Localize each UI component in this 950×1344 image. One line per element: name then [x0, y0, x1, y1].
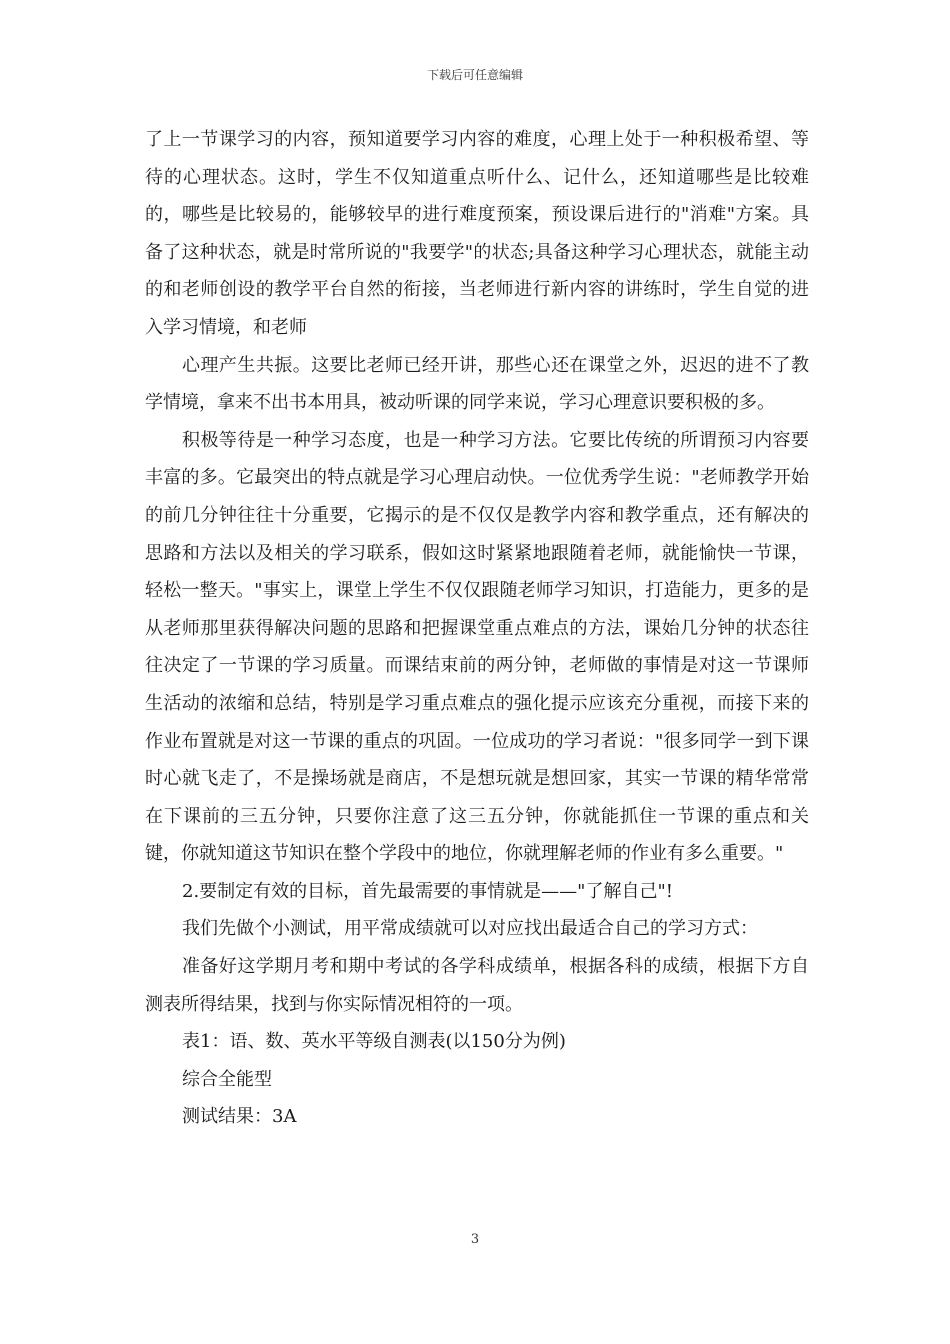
table-caption: 表1：语、数、英水平等级自测表(以150分为例)	[182, 1031, 566, 1053]
paragraph-6: 准备好这学期月考和期中考试的各学科成绩单，根据各科的成绩，根据下方自测表所得结果，找到与你实际情况相符的一项。	[145, 956, 809, 1015]
test-result: 测试结果：3A	[182, 1106, 297, 1128]
paragraph-3: 积极等待是一种学习态度，也是一种学习方法。它要比传统的所谓预习内容要丰富的多。它最突出的特点就是学习心理启动快。一位优秀学生说："老师教学开始的前几分钟往往十分重要，它揭示的是不仅仅是教学内容和教学重点，还有解决的思路和方法以及相关的学习联系，假如这时紧紧地跟随着老师，就能愉快一节课，轻松一整天。"事实上，课堂上学生不仅仅跟随老师学习知识，打造能力，更多的是从老师那里获得解决问题的思路和把握课堂重点难点的方法，课始几分钟的状态往往决定了一节课的学习质量。而课结束前的两分钟，老师做的事情是对这一节课师生活动的浓缩和总结，特别是学习重点难点的强化提示应该充分重视，而接下来的作业布置就是对这一节课的重点的巩固。一位成功的学习者说："很多同学一到下课时心就飞走了，不是操场就是商店，不是想玩就是想回家，其实一节课的精华常常在下课前的三五分钟，只要你注意了这三五分钟，你就能抓住一节课的重点和关键，你就知道这节知识在整个学段中的地位，你就理解老师的作业有多么重要。"	[145, 429, 809, 865]
page-header: 下载后可任意编辑	[426, 68, 523, 82]
paragraph-4: 2.要制定有效的目标，首先最需要的事情就是——"了解自己"!	[182, 880, 673, 902]
paragraph-2: 心理产生共振。这要比老师已经开讲，那些心还在课堂之外，迟迟的进不了教学情境，拿来不出书本用具，被动听课的同学来说，学习心理意识要积极的多。	[145, 354, 809, 414]
paragraph-5: 我们先做个小测试，用平常成绩就可以对应找出最适合自己的学习方式：	[182, 918, 758, 940]
category-label: 综合全能型	[182, 1068, 272, 1090]
paragraph-1: 了上一节课学习的内容，预知道要学习内容的难度，心理上处于一种积极希望、等待的心理状态。这时，学生不仅知道重点听什么、记什么，还知道哪些是比较难的，哪些是比较易的，能够较早的进行难度预案，预设课后进行的"消难"方案。具备了这种状态，就是时常所说的"我要学"的状态;具备这种学习心理状态，就能主动的和老师创设的教学平台自然的衔接，当老师进行新内容的讲练时，学生自觉的进入学习情境，和老师	[145, 129, 809, 338]
document-body	[145, 121, 809, 1136]
page-number: 3	[470, 1232, 480, 1247]
